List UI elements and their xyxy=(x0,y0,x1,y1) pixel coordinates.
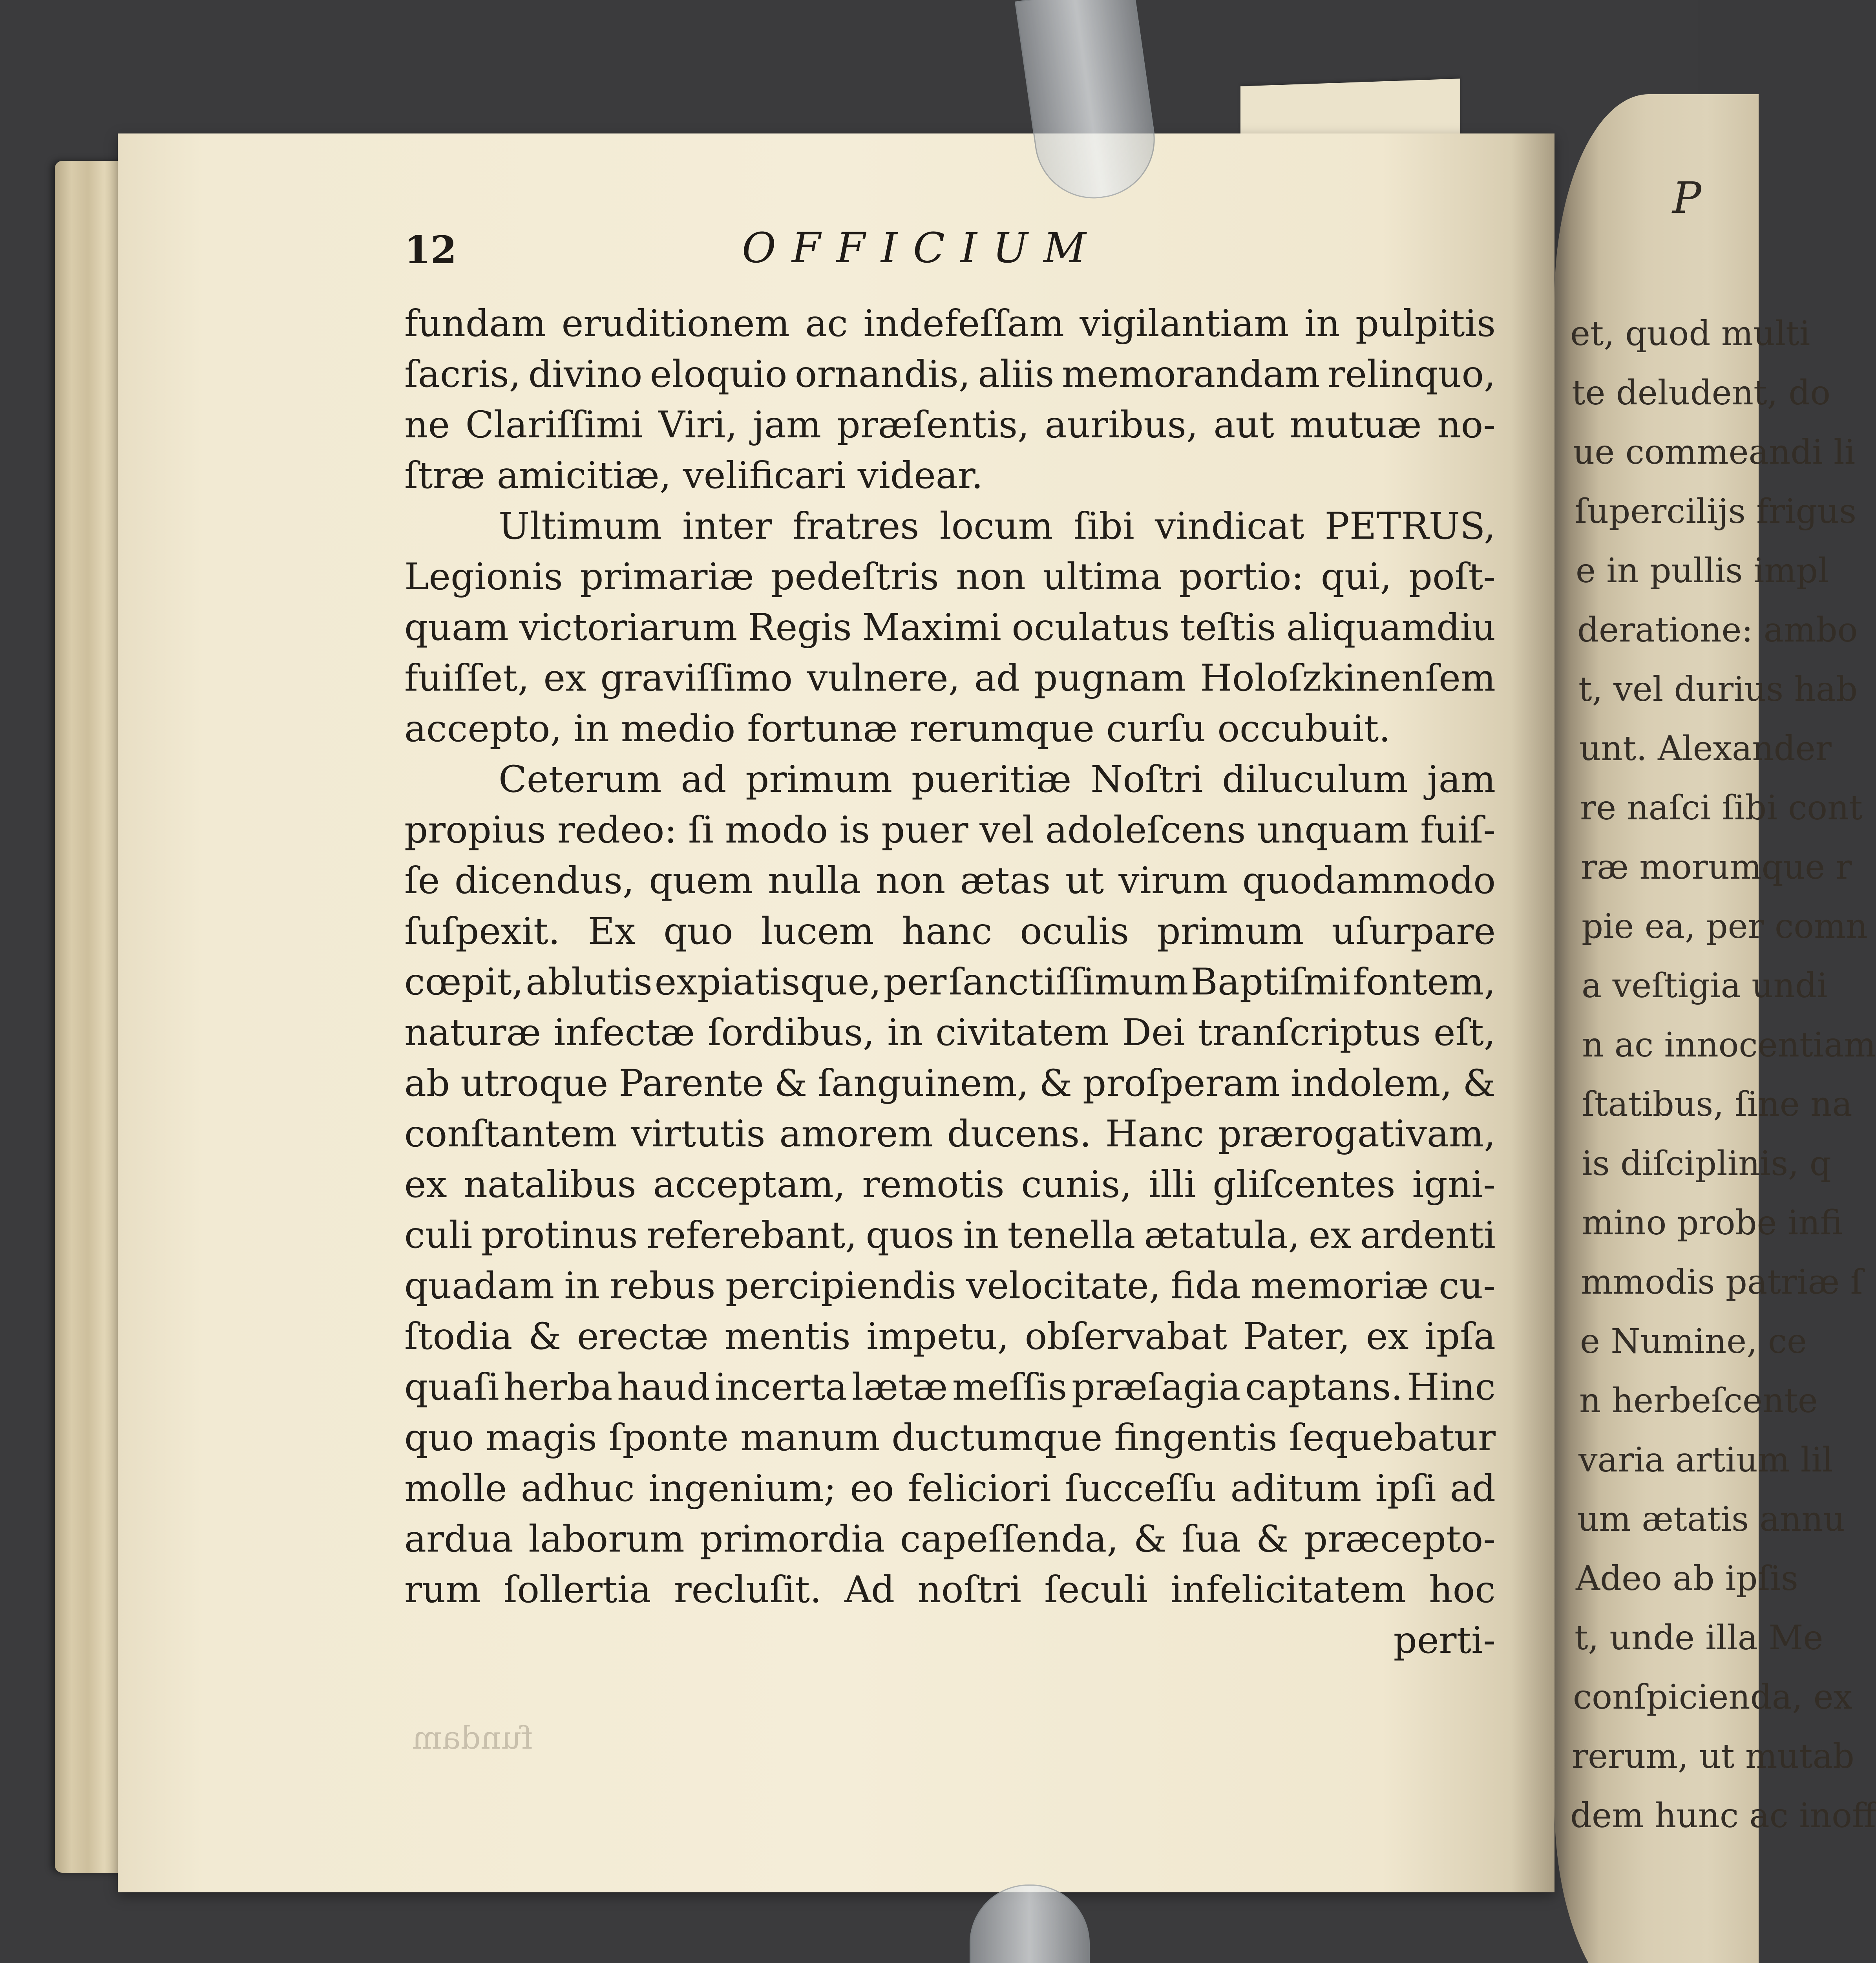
text-line: ſe dicendus, quem nulla non ætas ut virum quodammodo xyxy=(404,859,1496,902)
bottom-page-clip xyxy=(970,1884,1090,1963)
text-line: ſtodia & erectæ mentis impetu, obſervabat Pater, ex ipſa xyxy=(404,1315,1496,1358)
text-line: quam victoriarum Regis Maximi oculatus teſtis aliquamdiu xyxy=(404,606,1496,649)
text-line: quadam in rebus percipiendis velocitate, fida memoriæ cu- xyxy=(404,1265,1496,1307)
text-line: naturæ infectæ ſordibus, in civitatem Dei tranſcriptus eſt, xyxy=(404,1011,1496,1054)
text-line: culi protinus referebant, quos in tenella ætatula, ex ardenti xyxy=(404,1214,1496,1257)
right-page-line: is diſciplinis, q xyxy=(1582,1144,1831,1183)
text-line: ſuſpexit. Ex quo lucem hanc oculis primum uſurpare xyxy=(404,910,1496,953)
right-page-line: mmodis patriæ ſ xyxy=(1581,1263,1863,1302)
right-running-head: P xyxy=(1672,173,1702,223)
right-page-line: um ætatis annu xyxy=(1577,1500,1845,1539)
text-line: accepto, in medio fortunæ rerumque curſu occubuit. xyxy=(404,707,1391,750)
text-line: conſtantem virtutis amorem ducens. Hanc prærogativam, xyxy=(404,1113,1496,1155)
text-line: Ultimum inter fratres locum ſibi vindicat PETRUS, xyxy=(499,505,1496,548)
right-page-line: n ac innocentiam xyxy=(1582,1025,1876,1065)
page-header xyxy=(404,224,1464,275)
text-line: Ceterum ad primum pueritiæ Noſtri diluculum jam xyxy=(499,758,1496,801)
right-page-line: n herbeſcente xyxy=(1579,1381,1818,1420)
running-head: OFFICIUM xyxy=(742,224,1102,272)
right-page-line: e Numine, ce xyxy=(1580,1322,1807,1361)
right-page-line: t, unde illa Me xyxy=(1575,1618,1823,1658)
text-line: ab utroque Parente & ſanguinem, & proſperam indolem, & xyxy=(404,1062,1496,1105)
body-text xyxy=(404,298,1496,1666)
text-line: ſtræ amicitiæ, velificari videar. xyxy=(404,454,983,497)
text-line: ne Clariſſimi Viri, jam præſentis, auribus, aut mutuæ no- xyxy=(404,404,1496,446)
text-line: Legionis primariæ pedeſtris non ultima portio: qui, poſt- xyxy=(404,556,1496,598)
text-line: cœpit, ablutis expiatisque, per ſanctiſſimum Baptiſmi fontem, xyxy=(404,961,1496,1003)
text-line: molle adhuc ingenium; eo feliciori ſucceſſu aditum ipſi ad xyxy=(404,1467,1496,1510)
catchword: perti- xyxy=(1393,1619,1496,1662)
right-page-line: varia artium lil xyxy=(1578,1440,1833,1480)
right-page-line: ue commeandi li xyxy=(1573,433,1856,472)
text-line: rum ſollertia recluſit. Ad noſtri ſeculi infelicitatem hoc xyxy=(404,1568,1496,1611)
text-line: ardua laborum primordia capeſſenda, & ſua & præcepto- xyxy=(404,1518,1496,1561)
right-page-line: a veſtigia undi xyxy=(1582,966,1828,1005)
right-page-line: re naſci ſibi cont xyxy=(1580,788,1863,828)
right-page-line: dem hunc ac inoff xyxy=(1570,1796,1876,1835)
text-line: quo magis ſponte manum ductumque fingentis ſequebatur xyxy=(404,1417,1496,1459)
right-page-line: deratione: ambo xyxy=(1577,610,1858,650)
right-page-line: ſtatibus, ſine na xyxy=(1582,1085,1852,1124)
right-page xyxy=(1555,94,1876,1963)
text-line: fuiſſet, ex graviſſimo vulnere, ad pugnam Holoſzkinenſem xyxy=(404,657,1496,700)
right-page-line: et, quod multi xyxy=(1570,314,1810,353)
right-page-line: conſpicienda, ex xyxy=(1573,1678,1853,1717)
right-page-line: rerum, ut mutab xyxy=(1572,1737,1854,1776)
text-line: fundam eruditionem ac indefeſſam vigilantiam in pulpitis xyxy=(404,302,1496,345)
right-page-line: ræ morumque r xyxy=(1581,848,1852,887)
right-page-line: mino probe infi xyxy=(1582,1203,1843,1243)
right-page-line: ſupercilijs frigus xyxy=(1575,492,1857,531)
right-page-line: Adeo ab ipſis xyxy=(1576,1559,1798,1598)
right-page-line: unt. Alexander xyxy=(1579,729,1832,768)
text-line: quaſi herba haud incerta lætæ meſſis præſagia captans. Hinc xyxy=(404,1366,1496,1409)
text-line: ſacris, divino eloquio ornandis, aliis memorandam relinquo, xyxy=(404,353,1496,396)
text-line: ex natalibus acceptam, remotis cunis, illi gliſcentes igni- xyxy=(404,1163,1496,1206)
right-page-line: pie ea, per comn xyxy=(1582,907,1868,946)
page-number: 12 xyxy=(404,228,457,272)
bleed-through-text: fundam xyxy=(412,1720,533,1756)
text-line: propius redeo: ſi modo is puer vel adoleſcens unquam fuiſ- xyxy=(404,809,1496,852)
right-page-line: t, vel durius hab xyxy=(1578,670,1858,709)
right-page-line: te deludent, do xyxy=(1572,373,1831,413)
right-page-line: e in pullis impl xyxy=(1576,551,1829,590)
